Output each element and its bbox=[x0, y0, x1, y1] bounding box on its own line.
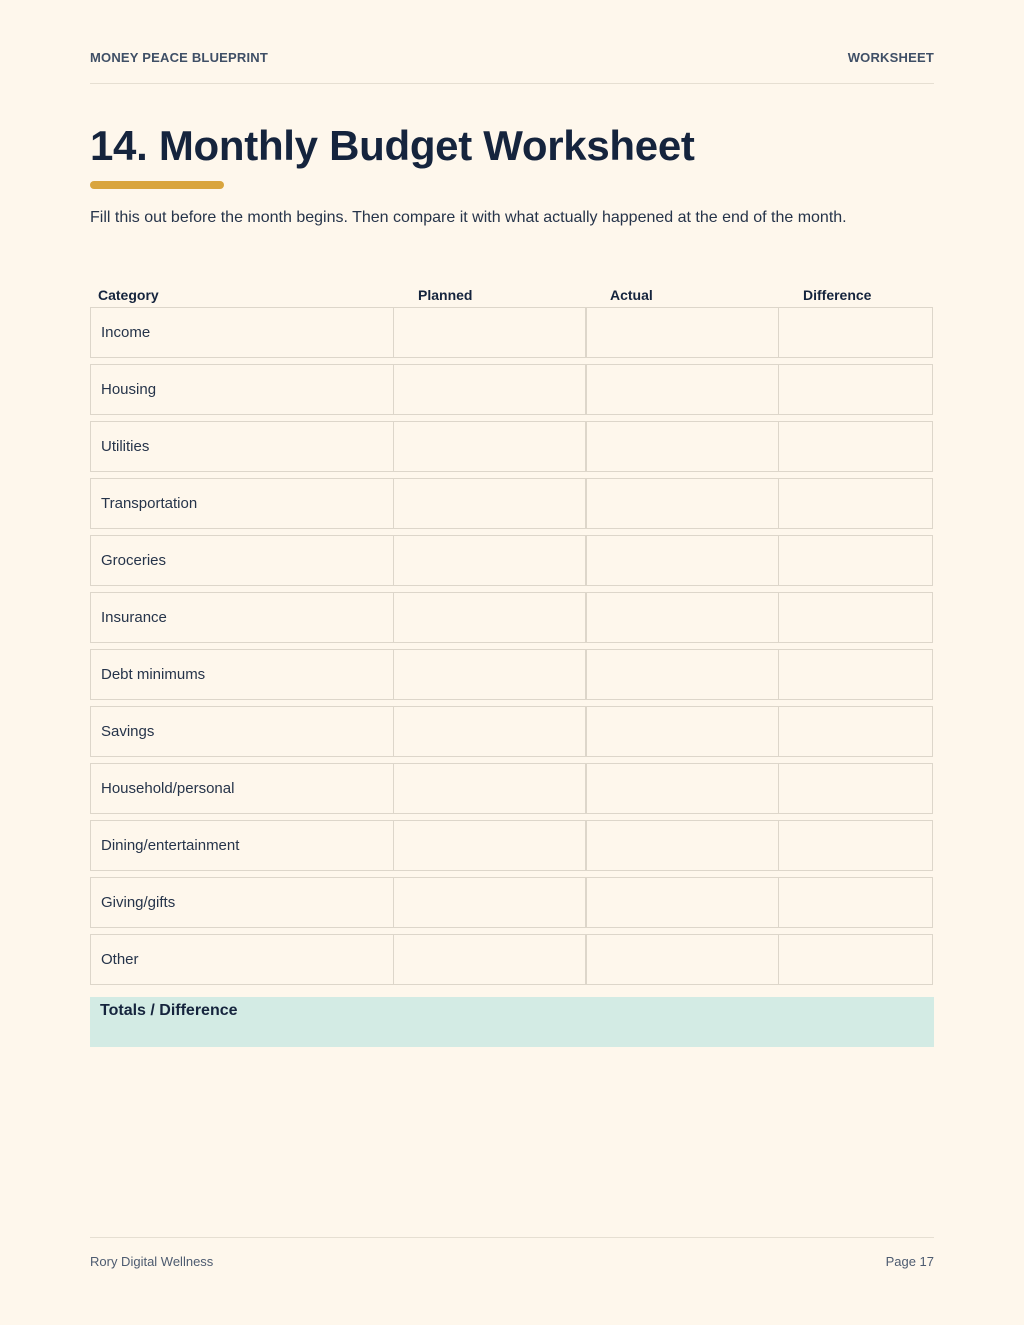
planned-cell[interactable] bbox=[393, 307, 587, 358]
difference-cell[interactable] bbox=[778, 763, 934, 814]
planned-cell[interactable] bbox=[393, 535, 587, 586]
column-header-actual: Actual bbox=[610, 287, 653, 303]
category-cell: Insurance bbox=[90, 592, 394, 643]
difference-cell[interactable] bbox=[778, 478, 934, 529]
category-cell: Giving/gifts bbox=[90, 877, 394, 928]
column-header-difference: Difference bbox=[803, 287, 872, 303]
planned-cell[interactable] bbox=[393, 877, 587, 928]
category-cell: Income bbox=[90, 307, 394, 358]
planned-cell[interactable] bbox=[393, 763, 587, 814]
page-title: 14. Monthly Budget Worksheet bbox=[90, 122, 695, 169]
intro-text: Fill this out before the month begins. Then compare it with what actually happened at the end of the month. bbox=[90, 209, 847, 226]
table-row bbox=[90, 820, 934, 871]
difference-cell[interactable] bbox=[778, 706, 934, 757]
difference-cell[interactable] bbox=[778, 820, 934, 871]
table-column-headers bbox=[90, 287, 934, 307]
footer-publisher: Rory Digital Wellness bbox=[90, 1254, 214, 1269]
header-book-title: MONEY PEACE BLUEPRINT bbox=[90, 50, 269, 65]
table-row bbox=[90, 763, 934, 814]
table-row bbox=[90, 478, 934, 529]
planned-cell[interactable] bbox=[393, 934, 587, 985]
table-row bbox=[90, 592, 934, 643]
table-row bbox=[90, 307, 934, 358]
table-row bbox=[90, 364, 934, 415]
category-cell: Savings bbox=[90, 706, 394, 757]
difference-cell[interactable] bbox=[778, 307, 934, 358]
actual-cell[interactable] bbox=[585, 364, 779, 415]
page-number: Page 17 bbox=[885, 1254, 934, 1269]
category-cell: Dining/entertainment bbox=[90, 820, 394, 871]
category-cell: Transportation bbox=[90, 478, 394, 529]
table-row bbox=[90, 649, 934, 700]
difference-cell[interactable] bbox=[778, 535, 934, 586]
header-section-label: WORKSHEET bbox=[847, 50, 934, 65]
budget-table bbox=[90, 307, 934, 991]
actual-cell[interactable] bbox=[585, 934, 779, 985]
page-header bbox=[90, 50, 934, 65]
title-accent-bar bbox=[90, 181, 224, 189]
difference-cell[interactable] bbox=[778, 364, 934, 415]
footer-divider bbox=[90, 1237, 934, 1238]
category-cell: Household/personal bbox=[90, 763, 394, 814]
category-cell: Groceries bbox=[90, 535, 394, 586]
category-cell: Utilities bbox=[90, 421, 394, 472]
actual-cell[interactable] bbox=[585, 421, 779, 472]
category-cell: Debt minimums bbox=[90, 649, 394, 700]
table-row bbox=[90, 535, 934, 586]
actual-cell[interactable] bbox=[585, 649, 779, 700]
actual-cell[interactable] bbox=[585, 592, 779, 643]
difference-cell[interactable] bbox=[778, 934, 934, 985]
category-cell: Housing bbox=[90, 364, 394, 415]
difference-cell[interactable] bbox=[778, 877, 934, 928]
difference-cell[interactable] bbox=[778, 592, 934, 643]
planned-cell[interactable] bbox=[393, 706, 587, 757]
actual-cell[interactable] bbox=[585, 478, 779, 529]
actual-cell[interactable] bbox=[585, 535, 779, 586]
actual-cell[interactable] bbox=[585, 307, 779, 358]
column-header-planned: Planned bbox=[418, 287, 473, 303]
planned-cell[interactable] bbox=[393, 478, 587, 529]
difference-cell[interactable] bbox=[778, 421, 934, 472]
table-row bbox=[90, 877, 934, 928]
difference-cell[interactable] bbox=[778, 649, 934, 700]
page-footer bbox=[90, 1254, 934, 1269]
planned-cell[interactable] bbox=[393, 592, 587, 643]
table-row bbox=[90, 421, 934, 472]
header-divider bbox=[90, 83, 934, 84]
actual-cell[interactable] bbox=[585, 877, 779, 928]
actual-cell[interactable] bbox=[585, 706, 779, 757]
column-header-category: Category bbox=[98, 287, 159, 303]
totals-row[interactable] bbox=[90, 997, 934, 1047]
planned-cell[interactable] bbox=[393, 820, 587, 871]
totals-label: Totals / Difference bbox=[100, 1002, 238, 1019]
actual-cell[interactable] bbox=[585, 820, 779, 871]
planned-cell[interactable] bbox=[393, 421, 587, 472]
planned-cell[interactable] bbox=[393, 364, 587, 415]
table-row bbox=[90, 934, 934, 985]
planned-cell[interactable] bbox=[393, 649, 587, 700]
category-cell: Other bbox=[90, 934, 394, 985]
table-row bbox=[90, 706, 934, 757]
actual-cell[interactable] bbox=[585, 763, 779, 814]
